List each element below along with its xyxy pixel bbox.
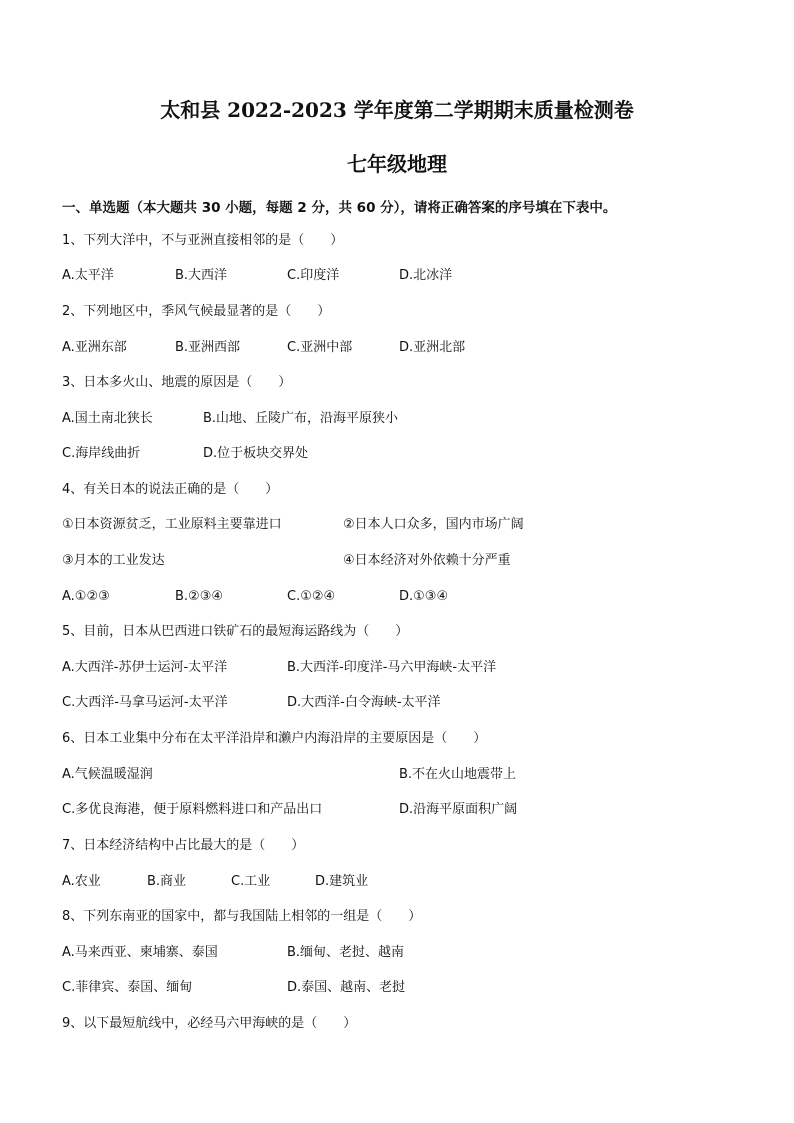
question-3-option-c: C.海岸线曲折 [62, 446, 141, 461]
question-5-option-d: D.大西洋-白令海峡-太平洋 [287, 695, 441, 710]
question-1-option-d: D.北冰洋 [399, 268, 453, 283]
question-4-option-a: A.①②③ [62, 589, 110, 604]
question-6-option-a: A.气候温暖湿润 [62, 767, 153, 782]
question-1-stem: 1、下列大洋中，不与亚洲直接相邻的是（ ） [62, 233, 344, 248]
question-4-statement-1: ①日本资源贫乏，工业原料主要靠进口 [62, 517, 282, 532]
question-6-option-b: B.不在火山地震带上 [399, 767, 517, 782]
question-7-option-b: B.商业 [147, 874, 187, 889]
question-1-option-c: C.印度洋 [287, 268, 340, 283]
exam-subtitle: 七年级地理 [347, 152, 447, 176]
question-2-option-d: D.亚洲北部 [399, 340, 466, 355]
question-1-option-a: A.太平洋 [62, 268, 114, 283]
question-6-stem: 6、日本工业集中分布在太平洋沿岸和濑户内海沿岸的主要原因是（ ） [62, 731, 487, 746]
question-8-option-c: C.菲律宾、泰国、缅甸 [62, 980, 193, 995]
question-4-stem: 4、有关日本的说法正确的是（ ） [62, 482, 279, 497]
question-9-stem: 9、以下最短航线中，必经马六甲海峡的是（ ） [62, 1016, 357, 1031]
question-4-statement-2: ②日本人口众多，国内市场广阔 [343, 517, 524, 532]
question-5-option-c: C.大西洋-马拿马运河-太平洋 [62, 695, 228, 710]
question-3-option-b: B.山地、丘陵广布，沿海平原狭小 [203, 411, 399, 426]
question-7-option-c: C.工业 [231, 874, 271, 889]
section-heading: 一、单选题（本大题共 30 小题，每题 2 分，共 60 分），请将正确答案的序号填在下表中。 [62, 200, 617, 216]
question-7-option-d: D.建筑业 [315, 874, 369, 889]
question-2-stem: 2、下列地区中，季风气候最显著的是（ ） [62, 304, 331, 319]
question-6-option-d: D.沿海平原面积广阔 [399, 802, 518, 817]
question-3-stem: 3、日本多火山、地震的原因是（ ） [62, 375, 292, 390]
question-7-option-a: A.农业 [62, 874, 101, 889]
question-8-stem: 8、下列东南亚的国家中，都与我国陆上相邻的一组是（ ） [62, 909, 422, 924]
question-8-option-b: B.缅甸、老挝、越南 [287, 945, 405, 960]
question-5-stem: 5、目前，日本从巴西进口铁矿石的最短海运路线为（ ） [62, 624, 409, 639]
question-3-option-a: A.国土南北狭长 [62, 411, 153, 426]
question-1-option-b: B.大西洋 [175, 268, 228, 283]
question-4-statement-3: ③月本的工业发达 [62, 553, 165, 568]
question-4-statement-4: ④日本经济对外依赖十分严重 [343, 553, 511, 568]
question-3-option-d: D.位于板块交界处 [203, 446, 309, 461]
question-7-stem: 7、日本经济结构中占比最大的是（ ） [62, 838, 305, 853]
question-4-option-d: D.①③④ [399, 589, 449, 604]
question-8-option-d: D.泰国、越南、老挝 [287, 980, 406, 995]
question-5-option-b: B.大西洋-印度洋-马六甲海峡-太平洋 [287, 660, 497, 675]
question-4-option-c: C.①②④ [287, 589, 336, 604]
question-2-option-b: B.亚洲西部 [175, 340, 241, 355]
question-2-option-c: C.亚洲中部 [287, 340, 353, 355]
question-8-option-a: A.马来西亚、柬埔寨、泰国 [62, 945, 218, 960]
question-6-option-c: C.多优良海港，便于原料燃料进口和产品出口 [62, 802, 323, 817]
question-2-option-a: A.亚洲东部 [62, 340, 127, 355]
question-4-option-b: B.②③④ [175, 589, 224, 604]
exam-title: 太和县 2022-2023 学年度第二学期期末质量检测卷 [160, 98, 634, 122]
question-5-option-a: A.大西洋-苏伊士运河-太平洋 [62, 660, 228, 675]
